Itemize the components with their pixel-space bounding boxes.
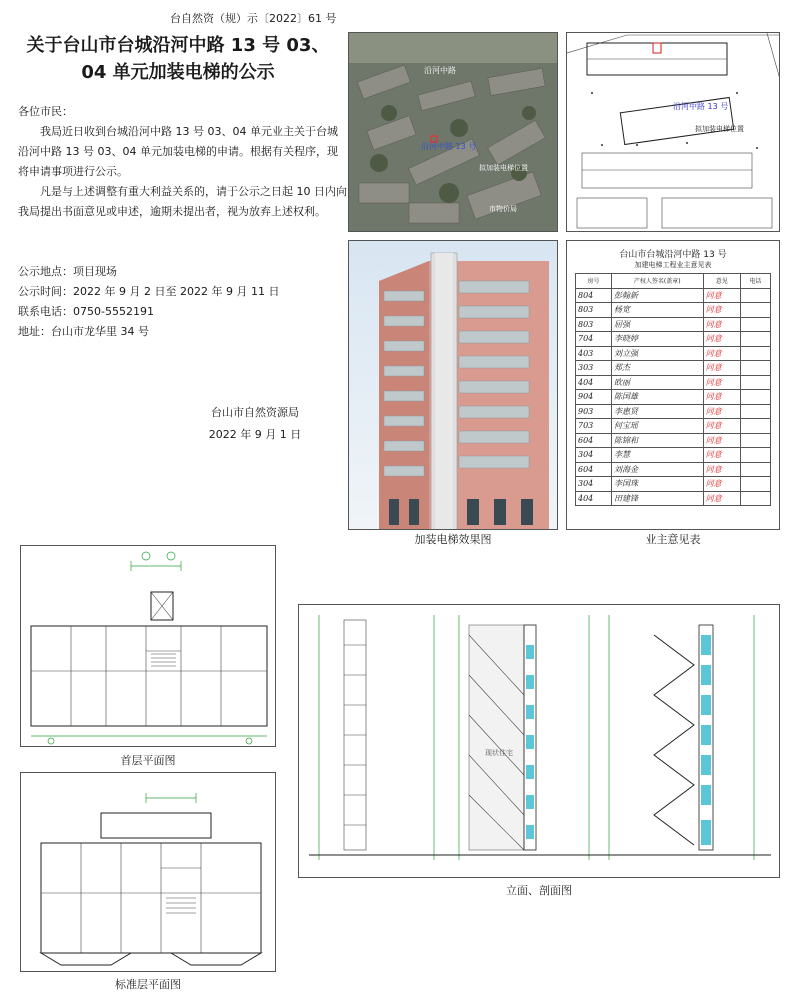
- title-line-2: 04 单元加装电梯的公示: [81, 62, 275, 83]
- cell-phone: [740, 433, 770, 448]
- cell-room: 904: [576, 390, 612, 405]
- cell-room: 703: [576, 419, 612, 434]
- location-line: 公示地点：项目现场: [18, 265, 117, 278]
- cell-opinion: 同意: [703, 332, 740, 347]
- header-name: 产权人签名(盖章): [611, 274, 703, 289]
- cell-name: 刘立强: [611, 346, 703, 361]
- satellite-map: [348, 32, 558, 232]
- cell-room: 304: [576, 448, 612, 463]
- opinion-row: [576, 390, 771, 405]
- cell-opinion: 同意: [703, 433, 740, 448]
- satellite-drawing: [349, 33, 558, 232]
- cell-room: 604: [576, 433, 612, 448]
- opinion-row: [576, 375, 771, 390]
- cell-phone: [740, 477, 770, 492]
- cell-opinion: 同意: [703, 288, 740, 303]
- standard-floor-caption: 标准层平面图: [115, 978, 181, 991]
- sheet-title: 台山市台城沿河中路 13 号: [619, 250, 727, 260]
- document-number: 台自然资（规）示〔2022〕61 号: [170, 12, 337, 25]
- period-line: 公示时间：2022 年 9 月 2 日至 2022 年 9 月 11 日: [18, 285, 280, 298]
- signature-block: [170, 402, 340, 446]
- cell-name: 郑杰: [611, 361, 703, 376]
- cell-phone: [740, 419, 770, 434]
- header-phone: 电话: [740, 274, 770, 289]
- notice-paragraph-2: 凡是与上述调整有重大利益关系的，请于公示之日起 10 日内向我局提出书面意见或申述，逾期未提出者，视为放弃上述权利。: [18, 185, 347, 218]
- standard-floor-drawing: [21, 773, 276, 972]
- cell-opinion: 同意: [703, 462, 740, 477]
- cell-opinion: 同意: [703, 477, 740, 492]
- first-floor-plan: [20, 545, 276, 747]
- satellite-road-label: 沿河中路: [424, 66, 456, 75]
- opinion-row: [576, 317, 771, 332]
- cell-name: 欧丽: [611, 375, 703, 390]
- rendering-caption: 加装电梯效果图: [414, 533, 492, 546]
- cell-name: 彭翰新: [611, 288, 703, 303]
- opinion-row: [576, 288, 771, 303]
- cell-opinion: 同意: [703, 419, 740, 434]
- satellite-elevator-label: 拟加装电梯位置: [479, 164, 528, 172]
- cell-phone: [740, 332, 770, 347]
- cell-name: 何宝瑶: [611, 419, 703, 434]
- site-building-label: 沿河中路 13 号: [673, 102, 729, 111]
- elevation-center-label: 现状住宅: [485, 749, 513, 757]
- cell-phone: [740, 317, 770, 332]
- cell-phone: [740, 448, 770, 463]
- opinion-row: [576, 491, 771, 506]
- elevation-drawing: [299, 605, 780, 878]
- phone-line: 联系电话：0750-5552191: [18, 305, 154, 318]
- signature-date: 2022 年 9 月 1 日: [208, 428, 302, 441]
- cell-room: 404: [576, 491, 612, 506]
- cell-room: 303: [576, 361, 612, 376]
- opinion-caption: 业主意见表: [645, 533, 701, 546]
- owner-opinion-sheet: [566, 240, 780, 530]
- cell-room: 803: [576, 303, 612, 318]
- cell-opinion: 同意: [703, 317, 740, 332]
- cell-phone: [740, 288, 770, 303]
- header-room: 房号: [576, 274, 612, 289]
- opinion-table-header: [576, 274, 771, 289]
- cell-name: 李国珠: [611, 477, 703, 492]
- cell-opinion: 同意: [703, 390, 740, 405]
- satellite-building-label: 沿河中路 13 号: [421, 142, 477, 151]
- cell-opinion: 同意: [703, 491, 740, 506]
- opinion-row: [576, 477, 771, 492]
- opinion-row: [576, 332, 771, 347]
- elevator-rendering: [348, 240, 558, 530]
- rendering-drawing: [349, 241, 558, 530]
- cell-phone: [740, 346, 770, 361]
- cell-opinion: 同意: [703, 404, 740, 419]
- opinion-row: [576, 462, 771, 477]
- cell-name: 田建锋: [611, 491, 703, 506]
- cell-phone: [740, 375, 770, 390]
- cell-phone: [740, 404, 770, 419]
- signature-org: 台山市自然资源局: [211, 406, 299, 419]
- opinion-row: [576, 361, 771, 376]
- cell-opinion: 同意: [703, 361, 740, 376]
- cell-opinion: 同意: [703, 346, 740, 361]
- sheet-subtitle: 加建电梯工程业主意见表: [634, 261, 712, 269]
- first-floor-caption: 首层平面图: [120, 754, 176, 767]
- cell-room: 803: [576, 317, 612, 332]
- cell-opinion: 同意: [703, 375, 740, 390]
- cell-phone: [740, 390, 770, 405]
- header-opinion: 意见: [703, 274, 740, 289]
- cell-opinion: 同意: [703, 303, 740, 318]
- cell-phone: [740, 361, 770, 376]
- opinion-table: [575, 273, 771, 506]
- first-floor-drawing: [21, 546, 276, 747]
- cell-opinion: 同意: [703, 448, 740, 463]
- satellite-market-label: 市物价局: [489, 205, 517, 213]
- opinion-row: [576, 448, 771, 463]
- standard-floor-plan: [20, 772, 276, 972]
- cell-name: 李晓婷: [611, 332, 703, 347]
- opinion-rows: [576, 288, 771, 506]
- cell-room: 804: [576, 288, 612, 303]
- cell-room: 404: [576, 375, 612, 390]
- cell-room: 403: [576, 346, 612, 361]
- cell-name: 李惠贤: [611, 404, 703, 419]
- notice-body: [18, 102, 348, 222]
- cell-room: 903: [576, 404, 612, 419]
- cell-phone: [740, 491, 770, 506]
- notice-info: [18, 262, 279, 342]
- opinion-row: [576, 419, 771, 434]
- cell-name: 李慧: [611, 448, 703, 463]
- cell-name: 杨宽: [611, 303, 703, 318]
- notice-paragraph-1: 我局近日收到台城沿河中路 13 号 03、04 单元业主关于台城沿河中路 13 号 03、04 单元加装电梯的申请。根据有关程序，现将申请事项进行公示。: [18, 125, 338, 178]
- cell-room: 704: [576, 332, 612, 347]
- title-line-1: 关于台山市台城沿河中路 13 号 03、: [26, 35, 330, 56]
- cell-name: 屈强: [611, 317, 703, 332]
- cell-phone: [740, 462, 770, 477]
- cell-name: 刘海金: [611, 462, 703, 477]
- address-line: 地址：台山市龙华里 34 号: [18, 325, 149, 338]
- cell-room: 304: [576, 477, 612, 492]
- cell-room: 604: [576, 462, 612, 477]
- elevation-section-drawing: [298, 604, 780, 878]
- opinion-row: [576, 346, 771, 361]
- salutation: 各位市民：: [18, 105, 73, 118]
- opinion-row: [576, 303, 771, 318]
- elevation-caption: 立面、剖面图: [506, 884, 572, 897]
- site-plan-drawing: [567, 33, 780, 232]
- page-title: [18, 32, 338, 86]
- site-elevator-label: 拟加装电梯位置: [695, 125, 744, 133]
- cell-phone: [740, 303, 770, 318]
- cell-name: 陈国雄: [611, 390, 703, 405]
- site-plan: [566, 32, 780, 232]
- cell-name: 陈锦和: [611, 433, 703, 448]
- opinion-row: [576, 433, 771, 448]
- opinion-row: [576, 404, 771, 419]
